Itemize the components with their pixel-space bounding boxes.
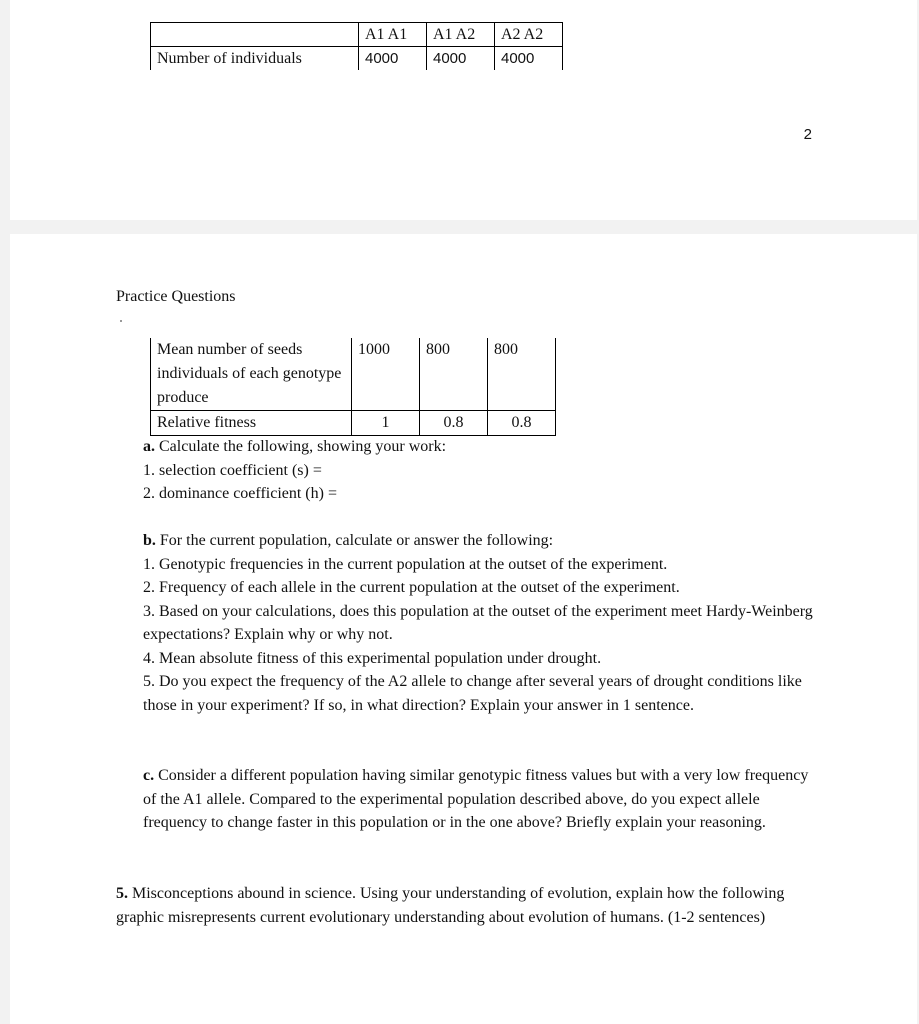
question-text: Misconceptions abound in science. Using your understanding of evolution, explain how the following graphic misrepresents current evolutionary understanding about evolution of humans. (1-2 sentences) — [116, 885, 785, 926]
question-a — [143, 435, 823, 506]
table-cell: 1000 — [352, 338, 420, 411]
genotype-count-table — [150, 22, 563, 70]
question-text: For the current population, calculate or answer the following: — [159, 532, 554, 549]
table-cell: 800 — [488, 338, 556, 411]
table-cell: 4000 — [427, 47, 495, 71]
question-intro — [143, 435, 823, 459]
table-cell: 4000 — [495, 47, 563, 71]
question-text: Calculate the following, showing your work: — [159, 438, 447, 455]
table-header-cell: A1 A1 — [359, 23, 427, 47]
question-b — [143, 529, 823, 717]
document-page-2 — [10, 234, 917, 1024]
bullet-dot — [120, 320, 122, 322]
table-cell: 800 — [420, 338, 488, 411]
list-item: 4. Mean absolute fitness of this experimental population under drought. — [143, 649, 602, 667]
question-marker: 5. — [116, 885, 128, 902]
list-item: 5. Do you expect the frequency of the A2 allele to change after several years of drought conditions like those in your experiment? If so, in what direction? Explain your answer in 1 sentence. — [143, 673, 802, 714]
fitness-table — [150, 338, 556, 436]
question-body — [116, 882, 816, 929]
table-header-row — [151, 23, 563, 47]
question-marker: b. — [143, 532, 156, 549]
question-marker: a. — [143, 438, 155, 455]
table-row — [151, 47, 563, 71]
section-heading: Practice Questions — [116, 288, 236, 305]
table-cell: 0.8 — [488, 411, 556, 436]
table-row — [151, 411, 556, 436]
list-item: 1. Genotypic frequencies in the current population at the outset of the experiment. — [143, 555, 668, 573]
question-c — [143, 764, 823, 835]
row-label: Relative fitness — [151, 411, 352, 436]
table-header-cell: A1 A2 — [427, 23, 495, 47]
question-5 — [116, 882, 816, 929]
table-cell: 0.8 — [420, 411, 488, 436]
document-page-1 — [10, 0, 917, 220]
table-cell: 1 — [352, 411, 420, 436]
page-number: 2 — [803, 126, 812, 143]
table-row — [151, 338, 556, 411]
question-body — [143, 764, 823, 835]
table-cell: 4000 — [359, 47, 427, 71]
table-header-cell: A2 A2 — [495, 23, 563, 47]
row-label: Mean number of seeds individuals of each genotype produce — [151, 338, 352, 411]
list-item: 2. Frequency of each allele in the current population at the outset of the experiment. — [143, 579, 680, 596]
question-intro — [143, 529, 823, 553]
row-label: Number of individuals — [151, 47, 359, 71]
question-text: Consider a different population having similar genotypic fitness values but with a very low frequency of the A1 allele. Compared to the experimental population described above, do you expect allele frequency to change faster in this population or in the one above? Briefly explain your reasoning. — [143, 767, 809, 831]
list-item: 2. dominance coefficient (h) = — [143, 485, 337, 502]
list-item: 1. selection coefficient (s) = — [143, 461, 322, 479]
list-item: 3. Based on your calculations, does this population at the outset of the experiment meet Hardy-Weinberg expectations? Explain why or why not. — [143, 602, 813, 643]
table-corner-cell — [151, 23, 359, 47]
question-marker: c. — [143, 767, 155, 784]
